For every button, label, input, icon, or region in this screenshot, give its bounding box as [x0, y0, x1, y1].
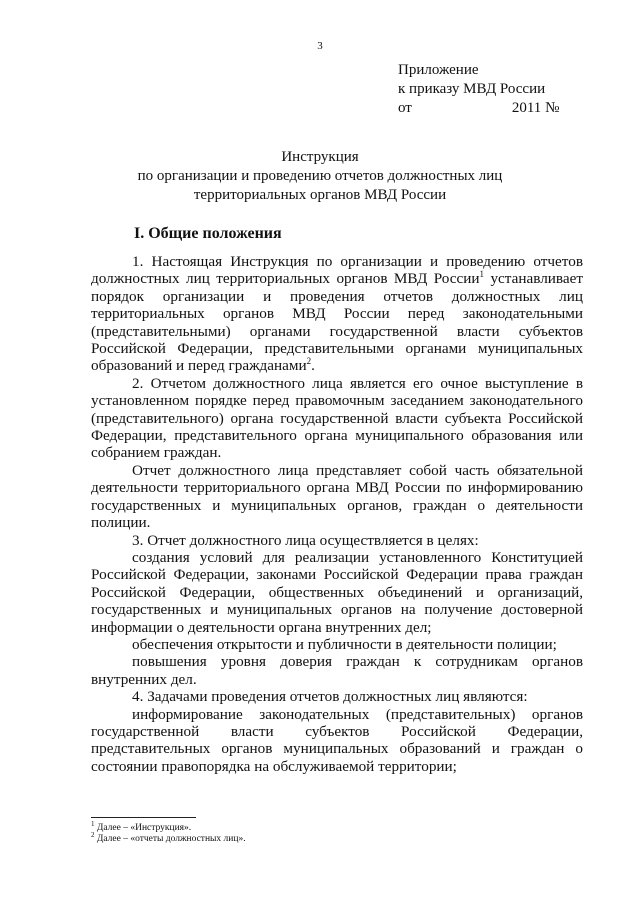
appendix-year: 2011 [511, 100, 542, 116]
paragraph-3: Отчет должностного лица представляет собой часть обязательной деятельности территориального органа МВД России по информированию государственных и муниципальных органов, граждан о деятельности полиции. [91, 461, 583, 532]
document-body [91, 253, 583, 775]
paragraph-8: 4. Задачами проведения отчетов должностных лиц являются: [132, 688, 528, 706]
appendix-from-label: от [398, 100, 412, 116]
paragraph-6: обеспечения открытости и публичности в деятельности полиции; [132, 635, 557, 653]
paragraph-2: 2. Отчетом должностного лица является его очное выступление в установленном порядке перед правомочным заседанием законодательного (представительного) органа государственной власти субъекта Российской Федерации, представительного органа муниципального образования или собранием граждан. [91, 374, 583, 462]
page-number: 3 [317, 40, 323, 52]
paragraph-9: информирование законодательных (представительных) органов государственной власти субъектов Российской Федерации, представительных органов муниципальных образований и граждан о состоянии правопорядка на обслуживаемой территории; [91, 705, 583, 775]
footnote-ref-1: 1 [479, 269, 485, 280]
title-line-1: Инструкция [281, 149, 359, 165]
appendix-date-line [398, 99, 559, 118]
paragraph-5: создания условий для реализации установленного Конституцией Российской Федерации, законами Российской Федерации права граждан Российской Федерации, общественных объединений и организаций, государственных и муниципальных органов на получение достоверной информации о деятельности органа внутренних дел; [91, 548, 583, 636]
footnote-2-text: Далее – «отчеты должностных лиц». [94, 834, 246, 844]
footnote-1-mark: 1 [91, 819, 95, 828]
footnote-2-mark: 2 [91, 830, 95, 839]
paragraph-7: повышения уровня доверия граждан к сотрудникам органов внутренних дел. [91, 653, 583, 688]
footnote-1-text: Далее – «Инструкция». [94, 823, 192, 833]
paragraph-1-text-b: устанавливает порядок организации и проведения отчетов должностных лиц территориальных органов МВД России перед законодательными (представительными) органами государственной власти субъектов Российской Федерации, представительными органами муниципальных образований и перед гражданами [91, 270, 583, 375]
paragraph-1 [91, 253, 583, 375]
appendix-header [398, 61, 559, 118]
footnote-1 [91, 819, 246, 834]
paragraph-1-text-a: 1. Настоящая Инструкция по организации и проведению отчетов должностных лиц территориальных органов МВД России [91, 253, 583, 288]
paragraph-1-text-c: . [311, 357, 315, 375]
section-heading: I. Общие положения [134, 225, 282, 242]
paragraph-4: 3. Отчет должностного лица осуществляется в целях: [132, 531, 479, 549]
footnotes [91, 819, 246, 845]
appendix-order-ref: к приказу МВД России [398, 81, 546, 97]
title-line-2: по организации и проведению отчетов должностных лиц [137, 168, 503, 184]
footnote-2 [91, 830, 246, 845]
title-line-3: территориальных органов МВД России [193, 187, 447, 203]
footnote-ref-2: 2 [306, 356, 312, 367]
document-title [0, 148, 640, 205]
appendix-number-sign: № [545, 100, 560, 116]
appendix-label: Приложение [398, 62, 479, 78]
footnote-divider [91, 817, 196, 818]
